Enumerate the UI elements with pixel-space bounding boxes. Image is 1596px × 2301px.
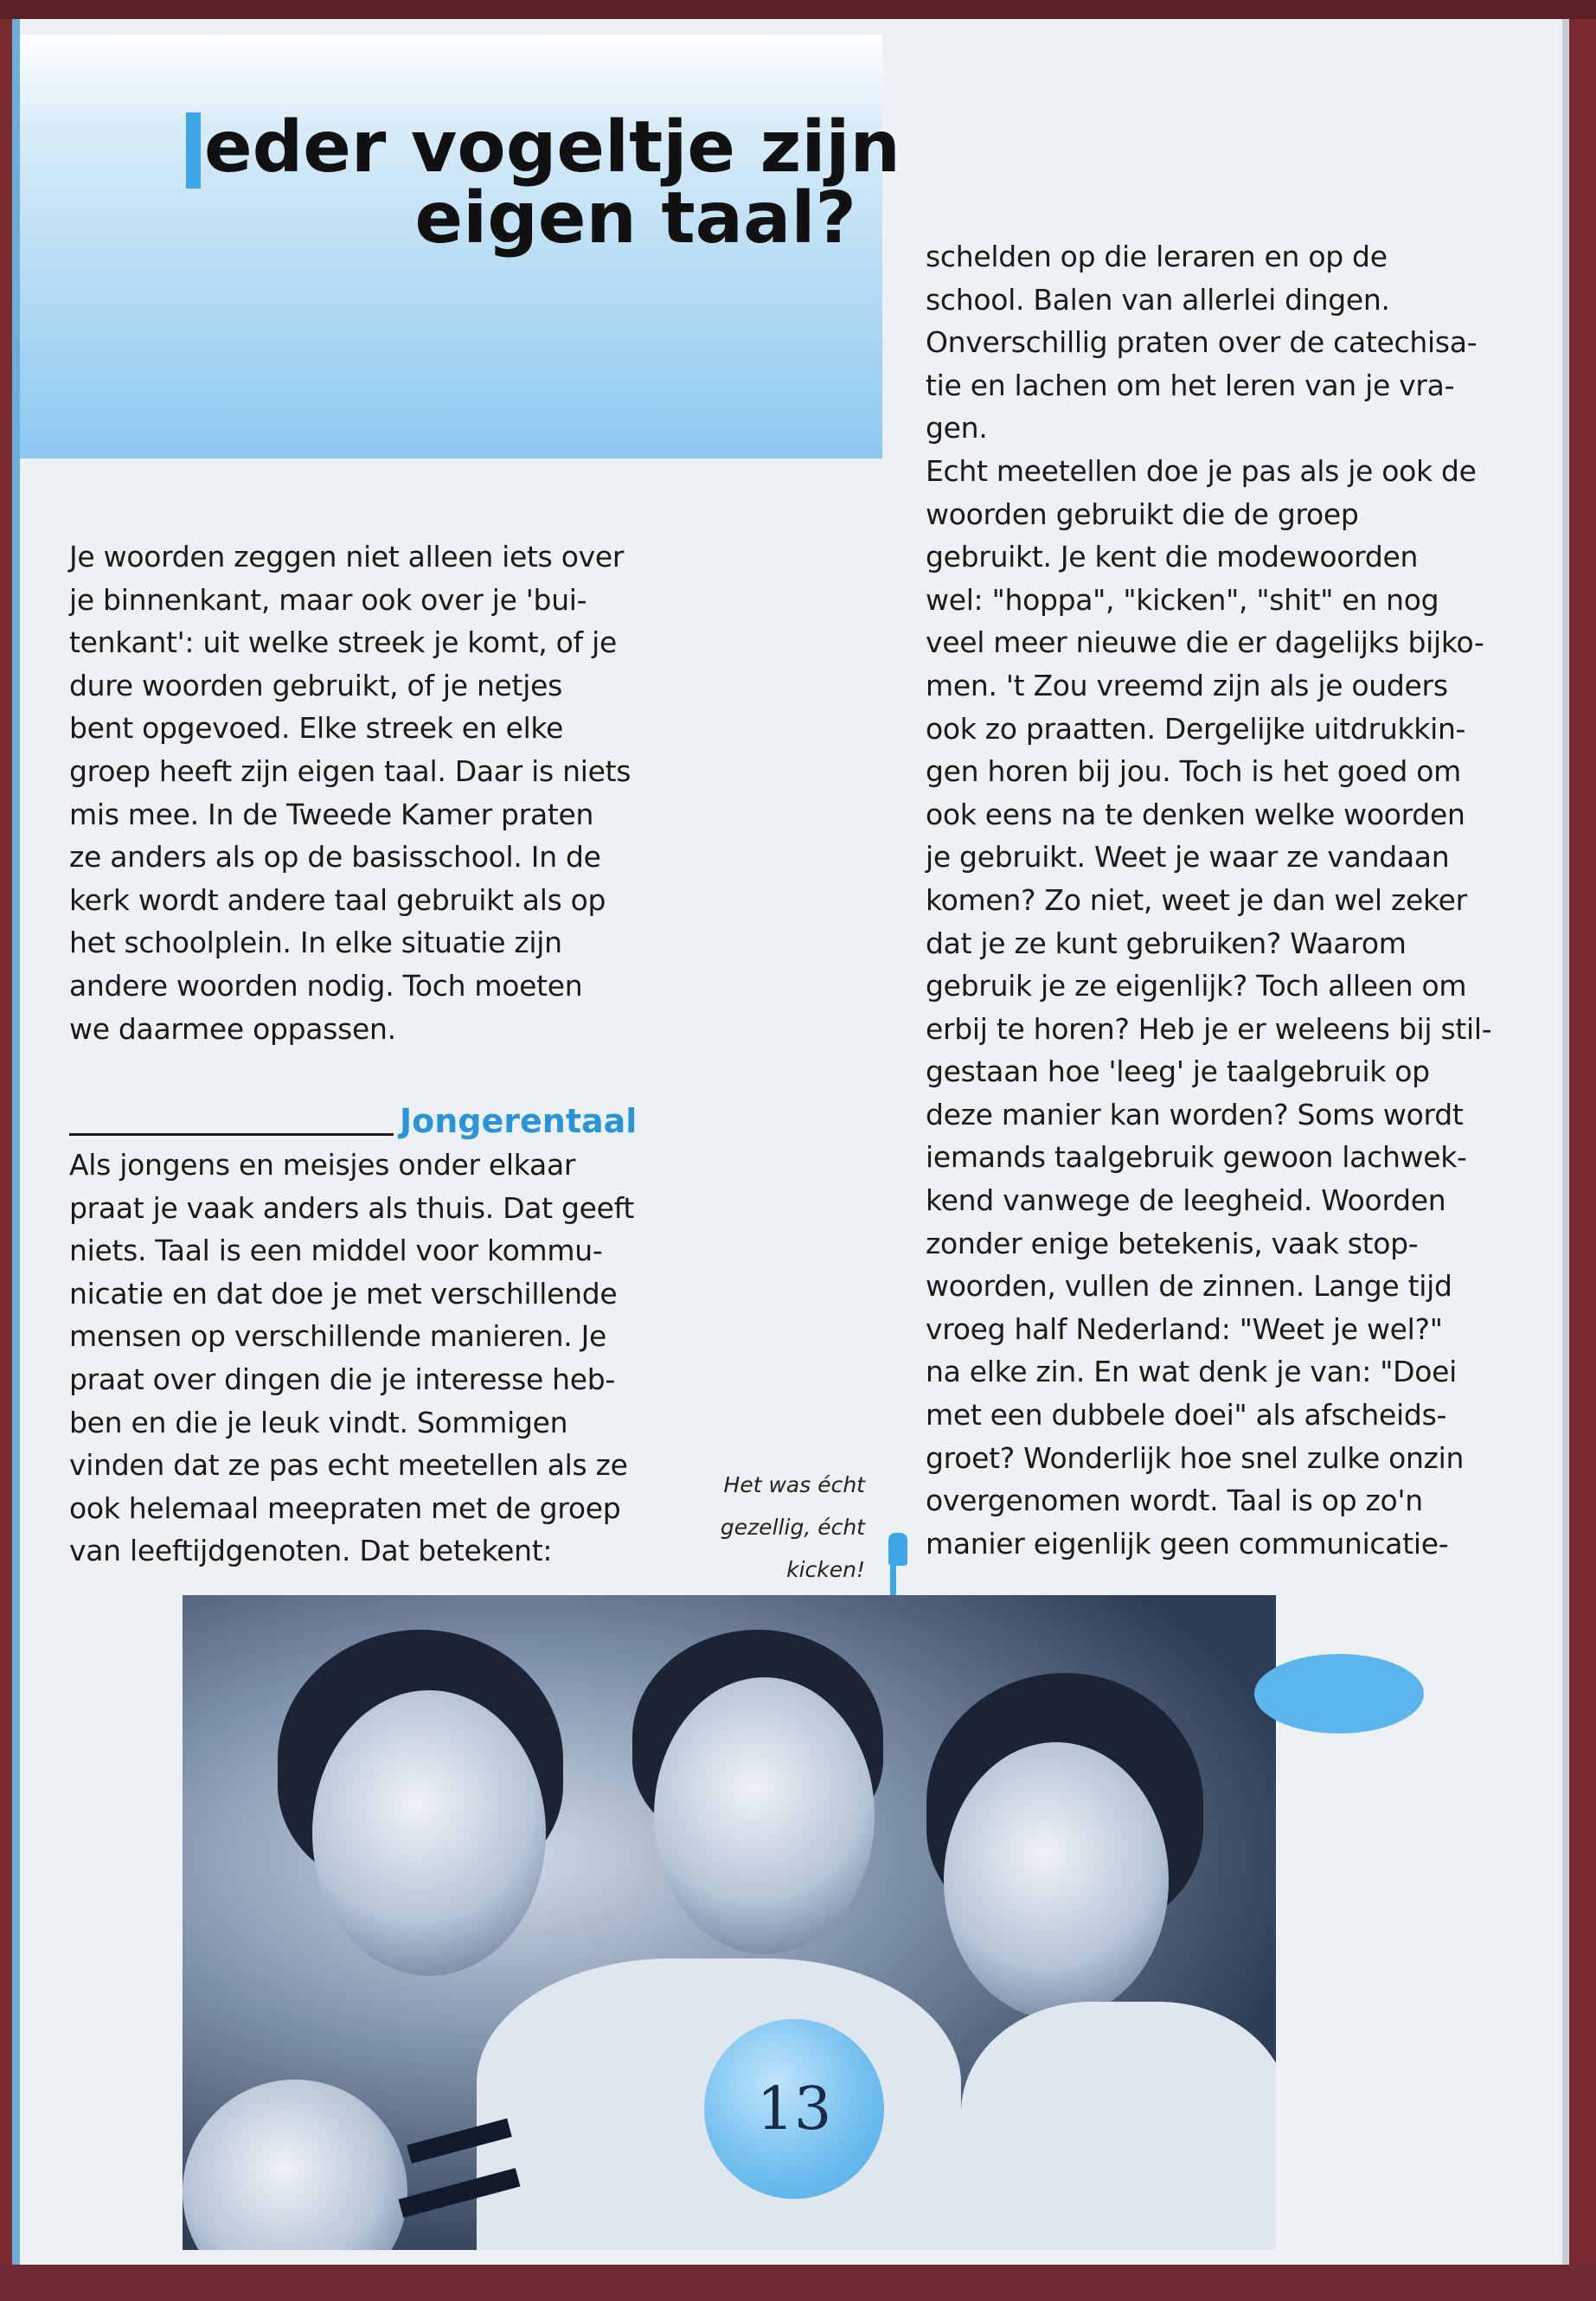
photo-shirt-right [961, 2002, 1276, 2250]
page-number-badge: 13 [704, 2019, 884, 2199]
decorative-oval [1254, 1654, 1424, 1734]
right-column-paragraph: schelden op die leraren en op de school. Balen van allerlei dingen. Onverschillig praten over de catechisa- tie en lachen om het leren van je vra- gen. Echt meetellen doe je pas als je ook de woorden gebruikt die de groep gebruikt. Je kent die modewoorden wel: "hoppa", "kicken", "shit" en nog veel meer nieuwe die er dagelijks bijko- men. 't Zou vreemd zijn als je ouders ook zo praatten. Dergelijke uitdrukkin- gen horen bij jou. Toch is het goed om ook eens na te denken welke woorden je gebruikt. Weet je waar ze vandaan komen? Zo niet, weet je dan wel zeker dat je ze kunt gebruiken? Waarom gebruik je ze eigenlijk? Toch alleen om erbij te horen? Heb je er weleens bij stil- gestaan hoe 'leeg' je taalgebruik op deze manier kan worden? Soms wordt iemands taalgebruik gewoon lachwek- kend vanwege de leegheid. Woorden zonder enige betekenis, vaak stop- woorden, vullen de zinnen. Lange tijd vroeg half Nederland: "Weet je wel?" na elke zin. En wat denk je van: "Doei met een dubbele doei" als afscheids- groet? Wonderlijk hoe snel zulke onzin overgenomen wordt. Taal is op zo'n manier eigenlijk geen communicatie- [926, 240, 1492, 1561]
magazine-page [12, 19, 1569, 2265]
intro-paragraph: Je woorden zeggen niet alleen iets over je binnenkant, maar ook over je 'bui- tenkant': uit welke streek je komt, of je dure woorden gebruikt, of je netjes bent opgevoed. Elke streek en elke groep heeft zijn eigen taal. Daar is niets mis mee. In de Tweede Kamer praten ze anders als op de basisschool. In de kerk wordt andere taal gebruikt als op het schoolplein. In elke situatie zijn andere woorden nodig. Toch moeten we daarmee oppassen. [69, 540, 631, 1046]
page-frame-bottom [0, 2265, 1596, 2301]
page-left-edge [12, 19, 20, 2265]
title-line-2: eigen taal? [414, 177, 856, 260]
page-frame-top [0, 0, 1596, 19]
section-paragraph: Als jongens en meisjes onder elkaar praat je vaak anders als thuis. Dat geeft niets. Taal is een middel voor kommu- nicatie en dat doe je met verschillende mensen op verschillende manieren. Je praat over dingen die je interesse heb- ben en die je leuk vindt. Sommigen vinden dat ze pas echt meetellen als ze ook helemaal meepraten met de groep van leeftijdgenoten. Dat betekent: [69, 1148, 635, 1568]
photo-caption: Het was écht gezellig, écht kicken! [720, 1472, 865, 1582]
caption-pointer-icon [888, 1533, 907, 1566]
title-line-1: eder vogeltje zijn [204, 106, 901, 189]
page-right-edge [1562, 19, 1569, 2265]
photo-face-bottom [183, 2080, 407, 2250]
subheading-rule [69, 1133, 394, 1136]
photo-face-center [654, 1677, 875, 1954]
title-initial-bar [186, 112, 201, 189]
photo-face-left [312, 1690, 546, 1976]
subheading: Jongerentaal [400, 1102, 638, 1140]
photo-face-right [944, 1742, 1169, 2019]
